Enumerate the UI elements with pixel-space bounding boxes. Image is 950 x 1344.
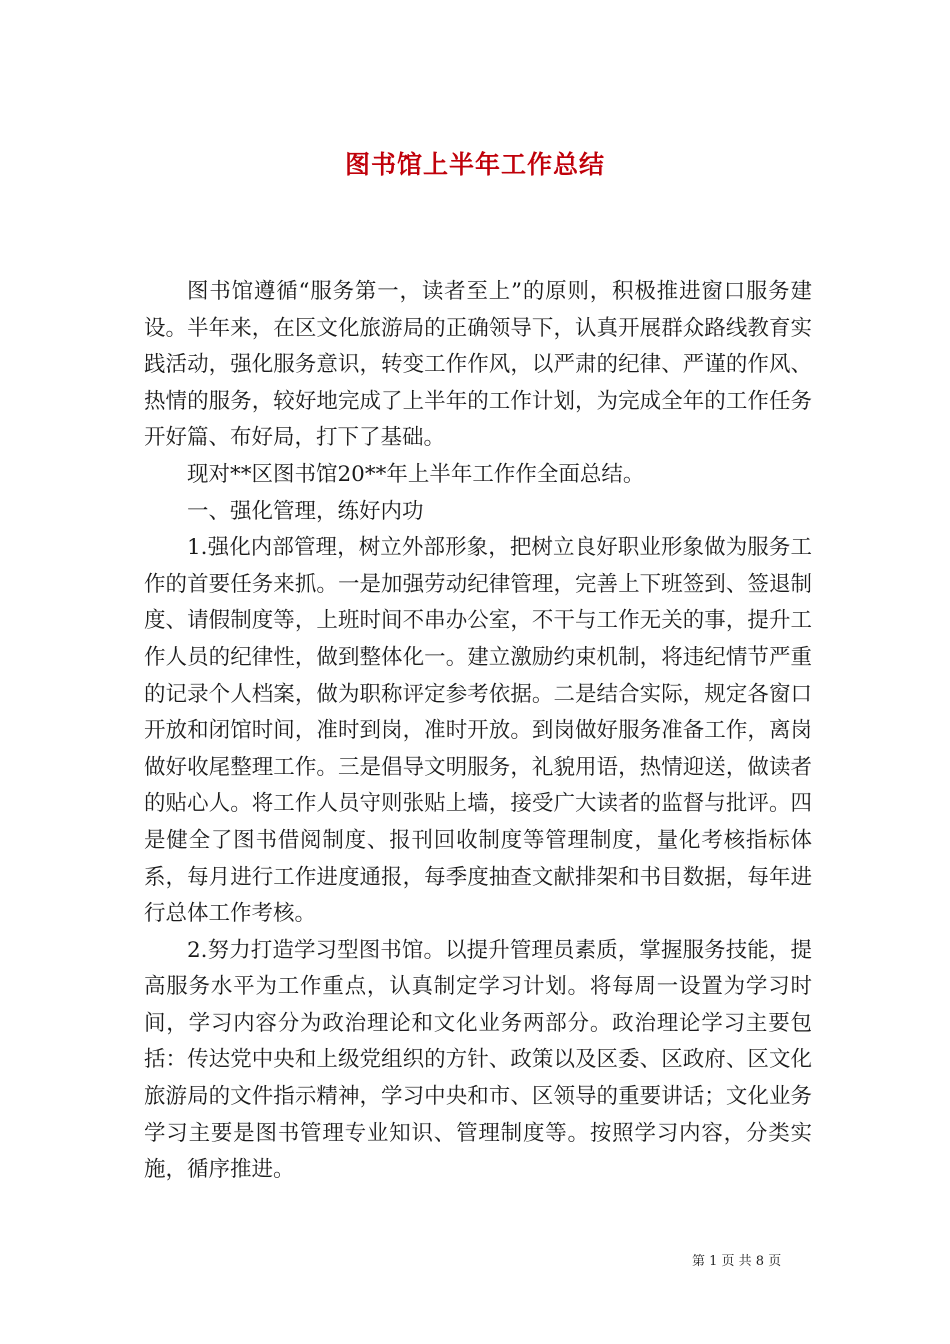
paragraph-intro: 图书馆遵循“服务第一，读者至上”的原则，积极推进窗口服务建设。半年来，在区文化旅游局的正确领导下，认真开展群众路线教育实践活动，强化服务意识，转变工作作风，以严肃的纪律、严谨的作风、热情的服务，较好地完成了上半年的工作计划，为完成全年的工作任务开好篇、布好局，打下了基础。 <box>144 279 812 451</box>
paragraph-item-1: 1.强化内部管理，树立外部形象，把树立良好职业形象做为服务工作的首要任务来抓。一是加强劳动纪律管理，完善上下班签到、签退制度、请假制度等，上班时间不串办公室，不干与工作无关的事，提升工作人员的纪律性，做到整体化一。建立激励约束机制，将违纪情节严重的记录个人档案，做为职称评定参考依据。二是结合实际，规定各窗口开放和闭馆时间，准时到岗，准时开放。到岗做好服务准备工作，离岗做好收尾整理工作。三是倡导文明服务，礼貌用语，热情迎送，做读者的贴心人。将工作人员守则张贴上墙，接受广大读者的监督与批评。四是健全了图书借阅制度、报刊回收制度等管理制度，量化考核指标体系，每月进行工作进度通报，每季度抽查文献排架和书目数据，每年进行总体工作考核。 <box>144 535 812 927</box>
paragraph-summary-statement: 现对**区图书馆20**年上半年工作作全面总结。 <box>187 461 645 487</box>
document-title: 图书馆上半年工作总结 <box>344 149 605 179</box>
page-number-footer: 第 1 页 共 8 页 <box>692 1254 782 1269</box>
section-heading-1: 一、强化管理，练好内功 <box>187 498 424 524</box>
document-body <box>144 274 812 1189</box>
paragraph-item-2: 2.努力打造学习型图书馆。以提升管理员素质，掌握服务技能，提高服务水平为工作重点，认真制定学习计划。将每周一设置为学习时间，学习内容分为政治理论和文化业务两部分。政治理论学习主要包括：传达党中央和上级党组织的方针、政策以及区委、区政府、区文化旅游局的文件指示精神，学习中央和市、区领导的重要讲话；文化业务学习主要是图书管理专业知识、管理制度等。按照学习内容，分类实施，循序推进。 <box>144 937 812 1183</box>
